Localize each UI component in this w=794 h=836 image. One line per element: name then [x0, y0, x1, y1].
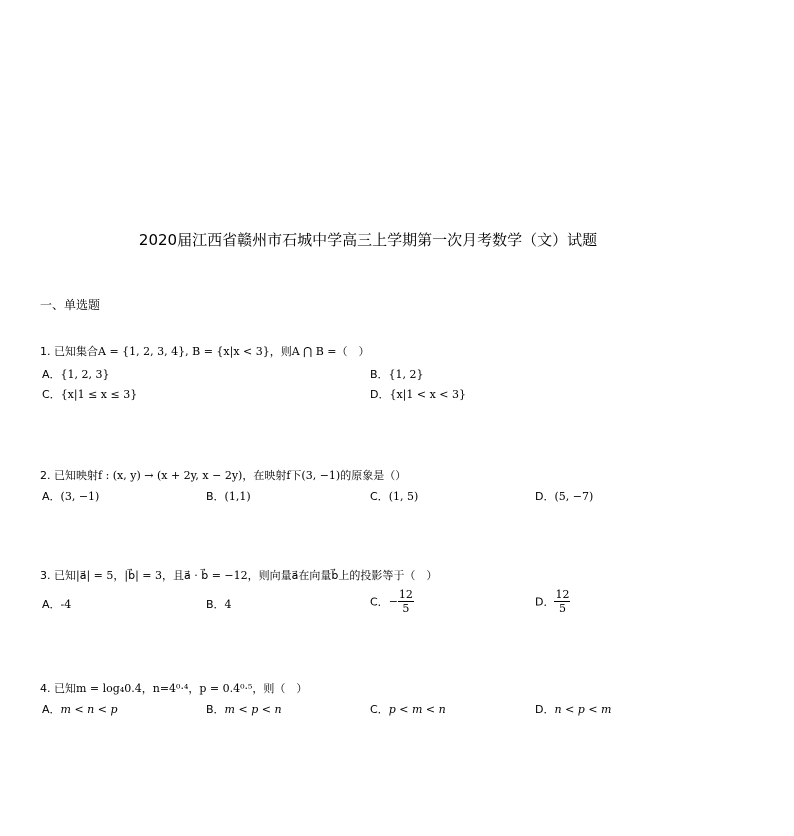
- q3-option-c-numerator: 12: [398, 588, 413, 601]
- q3-option-d: [535, 588, 570, 615]
- q3-option-d-numerator: 12: [555, 588, 570, 601]
- q4-option-a-letter: A．: [42, 703, 61, 716]
- q3-stem-label: 3. 已知: [40, 569, 76, 582]
- q3-option-c: [370, 588, 414, 615]
- q2-option-d: [535, 488, 593, 504]
- q1-stem-intersection: A ⋂ B =: [291, 345, 337, 358]
- q3-option-a: [42, 596, 71, 612]
- q1-option-b: [370, 366, 424, 382]
- q1-stem-label: 1. 已知集合: [40, 345, 98, 358]
- page-title: 2020届江西省赣州市石城中学高三上学期第一次月考数学（文）试题: [138, 231, 598, 249]
- q3-option-c-sign: −: [388, 595, 398, 608]
- q1-option-d: [370, 386, 466, 402]
- q4-option-b-letter: B．: [206, 703, 225, 716]
- q2-stem-map: f : (x, y) → (x + 2y, x − 2y): [98, 469, 243, 482]
- q3-stem-norm-a: |a⃗| = 5: [76, 569, 114, 582]
- q4-option-d-text: n < p < m: [554, 703, 612, 716]
- q3-stem-end: 上的投影等于（ ）: [338, 569, 438, 582]
- q4-stem-comma1: ，: [141, 682, 153, 695]
- q1-option-d-letter: D．: [370, 388, 390, 401]
- q2-option-b-text: (1,1): [224, 490, 251, 503]
- q1-option-c-letter: C．: [42, 388, 61, 401]
- q3-stem-vec-a: a⃗: [291, 569, 299, 582]
- q1-option-c-text: {x|1 ≤ x ≤ 3}: [60, 388, 138, 401]
- q3-option-a-text: -4: [60, 598, 72, 611]
- q2-stem-f: f: [286, 469, 291, 482]
- q1-stem-blank: （ ）: [336, 345, 370, 358]
- q2-option-a-text: (3, −1): [60, 490, 100, 503]
- q2-option-c-letter: C．: [370, 490, 389, 503]
- q4-option-c-text: p < m < n: [388, 703, 446, 716]
- q3-stem-and: ，且: [161, 569, 184, 582]
- q1-option-b-letter: B．: [370, 368, 389, 381]
- q3-stem-norm-b: |b⃗| = 3: [124, 569, 162, 582]
- q3-option-d-letter: D．: [535, 595, 555, 609]
- q2-stem-end: 的原象是（）: [340, 469, 407, 482]
- question-3: [40, 567, 437, 583]
- q2-option-b-letter: B．: [206, 490, 225, 503]
- q2-stem-under: 下: [290, 469, 302, 482]
- q4-option-a-text: m < n < p: [60, 703, 118, 716]
- q3-option-c-fraction: [398, 588, 414, 615]
- q4-stem-n: n=4⁰·⁴: [152, 682, 189, 695]
- q3-option-b: [206, 596, 232, 612]
- q2-stem-label: 2. 已知映射: [40, 469, 98, 482]
- q4-stem-comma2: ，: [188, 682, 200, 695]
- section-heading: 一、单选题: [40, 298, 101, 312]
- q1-stem-sets: A = {1, 2, 3, 4}, B = {x|x < 3}: [98, 345, 270, 358]
- q4-stem-m: m = log₄0.4: [76, 682, 142, 695]
- question-2: [40, 467, 406, 483]
- q4-option-c-letter: C．: [370, 703, 389, 716]
- q4-option-b-text: m < p < n: [224, 703, 282, 716]
- q2-option-b: [206, 488, 251, 504]
- q3-stem-dot: a⃗ · b⃗ = −12: [183, 569, 248, 582]
- q4-option-d-letter: D．: [535, 703, 555, 716]
- q2-stem-text1: ，在映射: [242, 469, 287, 482]
- question-4: [40, 680, 307, 696]
- q3-option-d-denominator: 5: [558, 602, 566, 615]
- q4-stem-end: ，则（ ）: [252, 682, 308, 695]
- q2-option-d-text: (5, −7): [554, 490, 594, 503]
- q1-option-a-text: {1, 2, 3}: [60, 368, 110, 381]
- q1-option-c: [42, 386, 137, 402]
- q4-option-c: [370, 701, 446, 717]
- q4-option-d: [535, 701, 611, 717]
- q3-option-b-text: 4: [224, 598, 232, 611]
- q1-option-a-letter: A．: [42, 368, 61, 381]
- q1-option-a: [42, 366, 110, 382]
- q3-stem-onto: 在向量: [298, 569, 332, 582]
- question-1: [40, 343, 370, 359]
- q3-option-b-letter: B．: [206, 598, 225, 611]
- q4-option-b: [206, 701, 282, 717]
- q3-stem-vec-b: b⃗: [331, 569, 339, 582]
- q1-option-d-text: {x|1 < x < 3}: [389, 388, 467, 401]
- q2-option-a: [42, 488, 99, 504]
- q2-option-a-letter: A．: [42, 490, 61, 503]
- q2-option-d-letter: D．: [535, 490, 555, 503]
- q1-option-b-text: {1, 2}: [388, 368, 424, 381]
- q2-option-c: [370, 488, 418, 504]
- q3-stem-comma: ，: [113, 569, 125, 582]
- q4-stem-label: 4. 已知: [40, 682, 76, 695]
- q2-stem-point: (3, −1): [301, 469, 341, 482]
- q3-stem-then: ，则向量: [247, 569, 292, 582]
- q3-option-d-fraction: [554, 588, 570, 615]
- q2-option-c-text: (1, 5): [388, 490, 419, 503]
- q3-option-a-letter: A．: [42, 598, 61, 611]
- q4-option-a: [42, 701, 118, 717]
- q4-stem-p: p = 0.4⁰·⁵: [199, 682, 253, 695]
- q3-option-c-letter: C．: [370, 595, 389, 609]
- q1-stem-then: ，则: [269, 345, 292, 358]
- q3-option-c-denominator: 5: [402, 602, 410, 615]
